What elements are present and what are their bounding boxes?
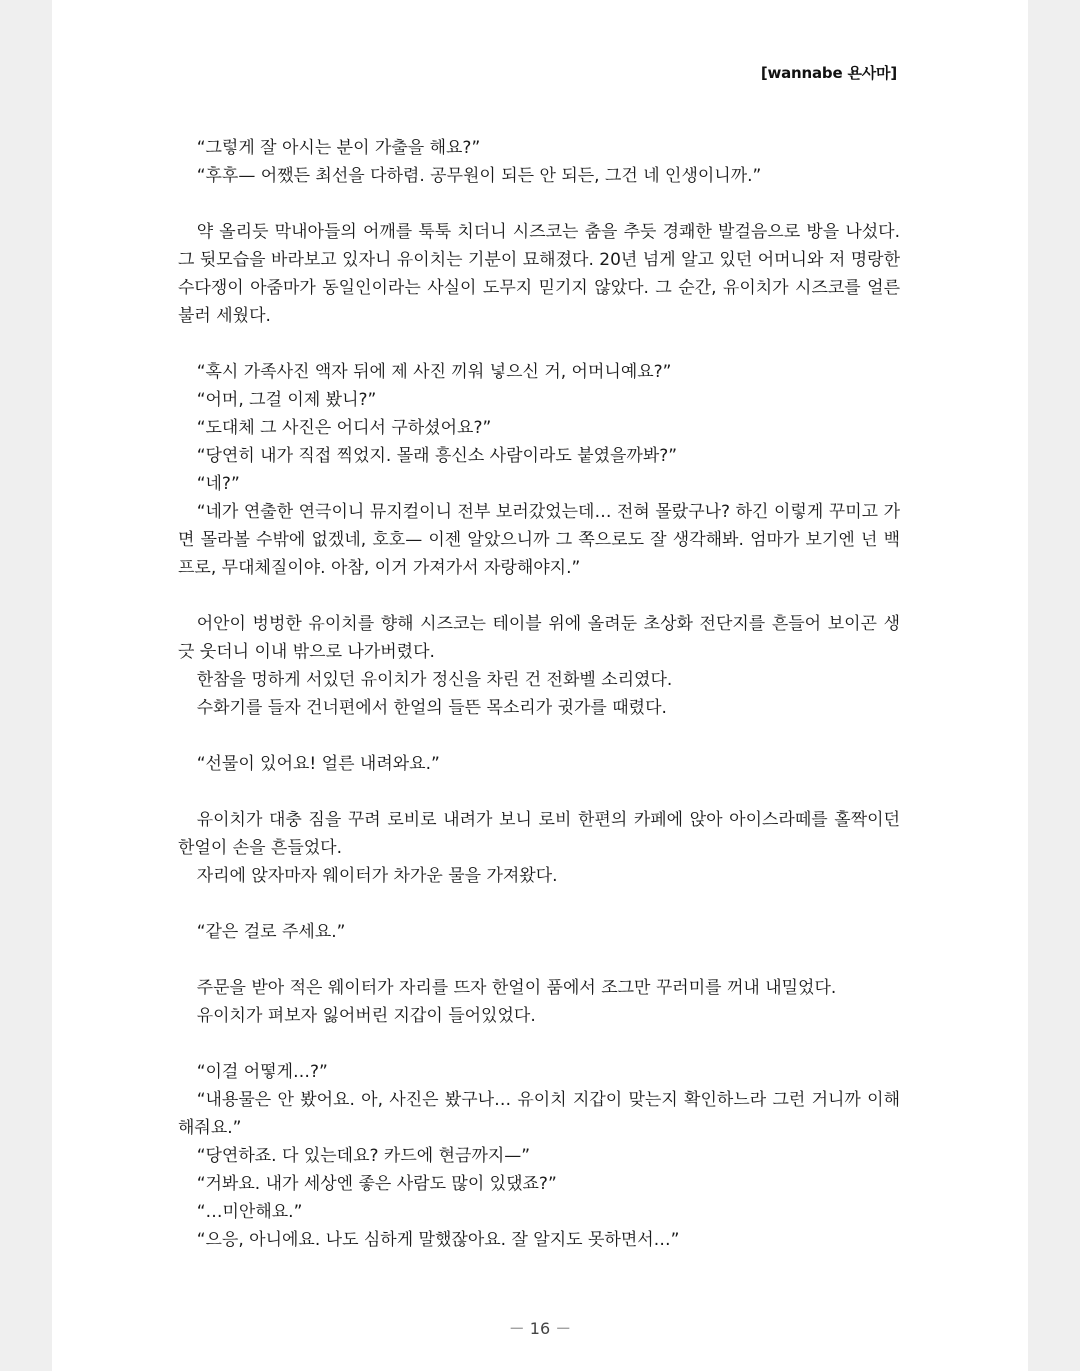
paragraph: 주문을 받아 적은 웨이터가 자리를 뜨자 한얼이 품에서 조그만 꾸러미를 꺼내 내밀었다. <box>196 978 837 998</box>
paragraph: 한참을 멍하게 서있던 유이치가 정신을 차린 건 전화벨 소리였다. <box>196 670 673 690</box>
paragraph: “거봐요. 내가 세상엔 좋은 사람도 많이 있댔죠?” <box>196 1174 557 1194</box>
paragraph: “도대체 그 사진은 어디서 구하셨어요?” <box>196 418 492 438</box>
paragraph: “같은 걸로 주세요.” <box>196 922 346 942</box>
document-page <box>52 0 1028 1371</box>
paragraph: “으응, 아니에요. 나도 심하게 말했잖아요. 잘 알지도 못하면서…” <box>196 1230 680 1250</box>
paragraph: 자리에 앉자마자 웨이터가 차가운 물을 가져왔다. <box>196 866 558 886</box>
paragraph: 약 올리듯 막내아들의 어깨를 툭툭 치더니 시즈코는 춤을 추듯 경쾌한 발걸음으로 방을 나섰다. 그 뒷모습을 바라보고 있자니 유이치는 기분이 묘해졌다. 20년 넘게 알고 있던 어머니와 저 명랑한 수다쟁이 아줌마가 동일인이라는 사실이 도무지 믿기지 않았다. 그 순간, 유이치가 시즈코를 얼른 불러 세웠다. <box>178 222 900 326</box>
paragraph: “당연히 내가 직접 찍었지. 몰래 흥신소 사람이라도 붙였을까봐?” <box>196 446 678 466</box>
paragraph-gap <box>178 778 900 806</box>
paragraph-gap <box>178 946 900 974</box>
paragraph: 수화기를 들자 건너편에서 한얼의 들뜬 목소리가 귓가를 때렸다. <box>196 698 667 718</box>
paragraph: “혹시 가족사진 액자 뒤에 제 사진 끼워 넣으신 거, 어머니예요?” <box>196 362 672 382</box>
paragraph-gap <box>178 582 900 610</box>
paragraph: “네가 연출한 연극이니 뮤지컬이니 전부 보러갔었는데… 전혀 몰랐구나? 하긴 이렇게 꾸미고 가면 몰라볼 수밖에 없겠네, 호호— 이젠 알았으니까 그 쪽으로도 잘 생각해봐. 엄마가 보기엔 넌 백프로, 무대체질이야. 아참, 이거 가져가서 자랑해야지.” <box>178 502 900 578</box>
paragraph: “네?” <box>196 474 240 494</box>
paragraph: “이걸 어떻게…?” <box>196 1062 328 1082</box>
paragraph-gap <box>178 890 900 918</box>
paragraph: “선물이 있어요! 얼른 내려와요.” <box>196 754 440 774</box>
paragraph: “후후— 어쨌든 최선을 다하렴. 공무원이 되든 안 되든, 그건 네 인생이니까.” <box>196 166 762 186</box>
running-header: [wannabe 욘사마] <box>760 64 897 82</box>
paragraph-gap <box>178 330 900 358</box>
paragraph-gap <box>178 1030 900 1058</box>
paragraph: “내용물은 안 봤어요. 아, 사진은 봤구나… 유이치 지갑이 맞는지 확인하느라 그런 거니까 이해해줘요.” <box>178 1090 900 1138</box>
page-number: － 16 － <box>508 1319 572 1338</box>
paragraph: 유이치가 대충 짐을 꾸려 로비로 내려가 보니 로비 한편의 카페에 앉아 아이스라떼를 홀짝이던 한얼이 손을 흔들었다. <box>178 810 900 858</box>
paragraph-gap <box>178 190 900 218</box>
paragraph: 어안이 벙벙한 유이치를 향해 시즈코는 테이블 위에 올려둔 초상화 전단지를 흔들어 보이곤 생긋 웃더니 이내 밖으로 나가버렸다. <box>178 614 900 662</box>
paragraph: “그렇게 잘 아시는 분이 가출을 해요?” <box>196 138 481 158</box>
paragraph-gap <box>178 722 900 750</box>
paragraph: 유이치가 펴보자 잃어버린 지갑이 들어있었다. <box>196 1006 536 1026</box>
paragraph: “어머, 그걸 이제 봤니?” <box>196 390 377 410</box>
paragraph: “…미안해요.” <box>196 1202 303 1222</box>
body-text <box>178 134 900 1254</box>
paragraph: “당연하죠. 다 있는데요? 카드에 현금까지—” <box>196 1146 531 1166</box>
